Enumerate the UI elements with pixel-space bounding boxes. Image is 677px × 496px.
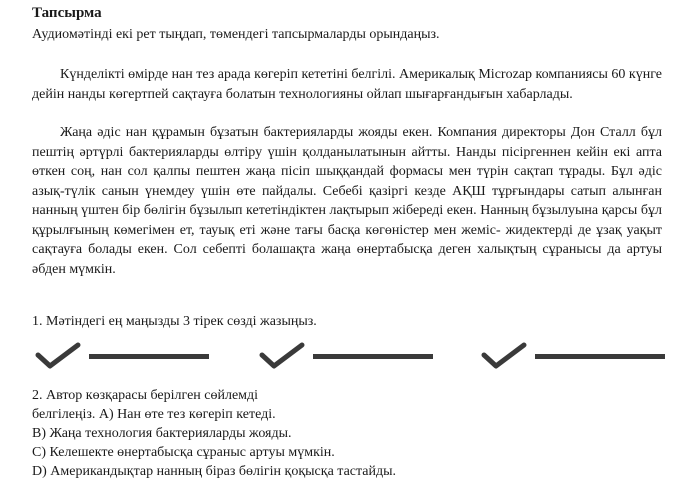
answer-line — [89, 354, 209, 359]
question-1: 1. Мәтіндегі ең маңызды 3 тірек сөзді жазыңыз. — [32, 314, 317, 329]
question-2 — [32, 386, 396, 481]
check-icon — [480, 341, 530, 371]
question-2-line-1: 2. Автор көзқарасы берілген сөйлемді — [32, 388, 259, 403]
task-instruction: Аудиомәтінді екі рет тыңдап, төмендегі тапсырмаларды орындаңыз. — [32, 27, 440, 42]
check-icon — [34, 341, 84, 371]
text-paragraph-1: Күнделікті өмірде нан тез арада көгеріп кететіні белгілі. Америкалық Microzap компаниясы 60 күнге дейін нанды көгертпей сақтауға болатын технологияны ойлап шығарғандығын хабарлады. — [32, 67, 662, 102]
option-d: D) Американдықтар нанның біраз бөлігін қоқысқа тастайды. — [32, 464, 397, 479]
answer-slot-2 — [258, 341, 458, 371]
answer-slot-1 — [34, 341, 234, 371]
question-2-line-2: белгілеңіз. А) Нан өте тез көгеріп кетеді. — [32, 407, 276, 422]
check-icon — [258, 341, 308, 371]
option-c: С) Келешекте өнертабысқа сұраныс артуы мүмкін. — [32, 445, 335, 460]
option-b: В) Жаңа технология бактерияларды жояды. — [32, 426, 292, 441]
answer-line — [313, 354, 433, 359]
answer-slot-3 — [480, 341, 677, 371]
answer-line — [535, 354, 665, 359]
text-paragraph-2: Жаңа әдіс нан құрамын бұзатын бактерияларды жояды екен. Компания директоры Дон Сталл бұл пештің әртүрлі бактерияларды өлтіру үшін қолданылатынын айтты. Нанды пісіргеннен кейін екі апта өткен соң, нан сол қалпы пештен жаңа пісіп шыққандай формасы мен түрін сақтап тұрады. Бұл әдіс азық-түлік санын үнемдеу үшін өте пайдалы. Себебі қазіргі кезде АҚШ тұрғындары сатып алынған нанның үштен бір бөлігін бұзылып кететіндіктен лақтырып жібереді екен. Нанның бұзылуына қарсы бұл құрылғының көмегімен ет, тауық еті және тағы басқа көгөністер мен жеміс- жидектерді де ұзақ уақыт сақтауға болады екен. Сол себепті болашақта жаңа өнертабысқа деген халықтың сұранысы да артуы әбден мүмкін. — [32, 125, 662, 277]
task-title: Тапсырма — [32, 5, 102, 21]
